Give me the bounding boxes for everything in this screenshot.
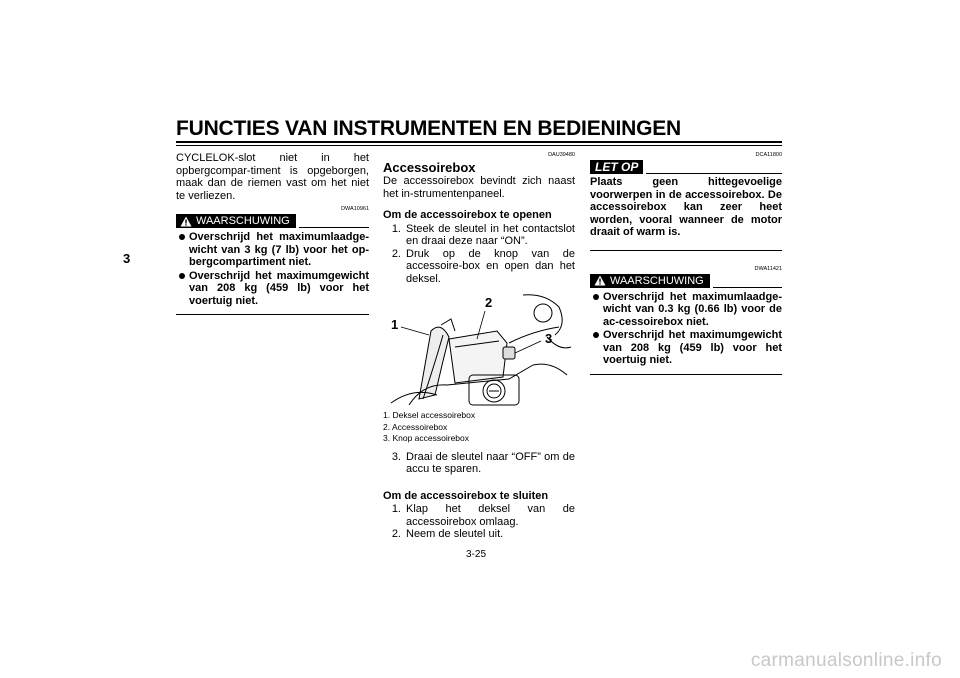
warning-list (590, 291, 782, 367)
step-number: 2. (391, 528, 401, 540)
section-code: DAU39480 (548, 152, 575, 158)
warning-rule (713, 287, 782, 288)
warning-header (590, 274, 782, 288)
caution-end-rule (590, 250, 782, 251)
step-text: Druk op de knop van de accessoire-box en open dan het deksel. (406, 247, 575, 285)
bullet-icon (179, 234, 185, 240)
title-rule-thin (176, 145, 782, 146)
accessory-box-illustration (383, 291, 575, 406)
bullet-icon (593, 294, 599, 300)
callout-3: 3 (545, 331, 553, 346)
warning-code: DWA10961 (341, 206, 369, 212)
warning-item (176, 270, 369, 308)
caution-code: DCA11800 (755, 152, 782, 158)
open-heading: Om de accessoirebox te openen (383, 209, 552, 221)
intro-paragraph: CYCLELOK-slot niet in het opbergcompar-timent is opgeborgen, maak dan de riemen vast om het niet te verliezen. (176, 152, 369, 202)
warning-code: DWA11421 (754, 265, 782, 272)
caution-header (590, 160, 782, 174)
step-number: 1. (391, 503, 401, 515)
column-middle (383, 152, 575, 541)
step-number: 1. (391, 222, 401, 235)
caution-text: Plaats geen hittegevoelige voorwerpen in de accessoirebox. De accessoirebox kan zeer heet worden, vooral wanneer de motor draait of warm is. (590, 176, 782, 238)
legend-item: 1. Deksel accessoirebox (383, 410, 476, 420)
accessory-box-drawing (383, 291, 575, 406)
figure-legend (383, 410, 575, 445)
warning-item (176, 231, 369, 269)
step-item (383, 223, 575, 248)
callout-2: 2 (485, 295, 493, 310)
step-text: Draai de sleutel naar “OFF” om de accu te sparen. (406, 450, 575, 475)
step-text: Klap het deksel van de accessoirebox omlaag. (406, 503, 575, 528)
column-right (590, 152, 782, 375)
step-item (383, 528, 575, 541)
step-item (383, 248, 575, 286)
caution-badge: LET OP (590, 160, 643, 174)
warning-triangle-icon (594, 275, 606, 286)
warning-item-text: Overschrijd het maximumgewicht van 208 kg (459 lb) voor het voertuig niet. (189, 269, 369, 307)
column-left (176, 152, 369, 315)
warning-item-text: Overschrijd het maximumlaadge-wicht van 3 kg (7 lb) voor het op-bergcompartiment niet. (189, 231, 369, 268)
close-heading: Om de accessoirebox te sluiten (383, 489, 549, 502)
warning-badge (590, 274, 710, 288)
step-number: 2. (391, 247, 401, 260)
warning-badge (176, 214, 296, 228)
warning-item-text: Overschrijd het maximumgewicht van 208 kg (459 lb) voor het voertuig niet. (603, 329, 782, 366)
warning-rule (299, 227, 369, 228)
open-steps (383, 223, 575, 286)
warning-item (590, 291, 782, 329)
callout-1: 1 (391, 317, 399, 332)
watermark: carmanualsonline.info (750, 650, 942, 671)
page-number: 3-25 (466, 549, 487, 560)
warning-list (176, 231, 369, 307)
title-rule (176, 141, 782, 143)
page-title: FUNCTIES VAN INSTRUMENTEN EN BEDIENINGEN (176, 117, 681, 140)
step-item (383, 451, 575, 476)
step-text: Steek de sleutel in het contactslot en draai deze naar “ON”. (406, 222, 575, 247)
step-item (383, 503, 575, 528)
caution-rule (646, 173, 782, 174)
open-steps-continued (383, 451, 575, 476)
warning-end-rule (590, 374, 782, 375)
step-text: Neem de sleutel uit. (406, 528, 504, 540)
legend-item: 3. Knop accessoirebox (383, 433, 469, 443)
close-steps (383, 503, 575, 541)
bullet-icon (179, 273, 185, 279)
section-intro: De accessoirebox bevindt zich naast het in-strumentenpaneel. (383, 175, 575, 200)
warning-label: WAARSCHUWING (196, 215, 290, 227)
warning-end-rule (176, 314, 369, 315)
legend-item: 2. Accessoirebox (383, 421, 448, 432)
warning-item-text: Overschrijd het maximumlaadge-wicht van 0.3 kg (0.66 lb) voor de ac-cessoirebox niet. (603, 290, 782, 328)
warning-triangle-icon (180, 216, 192, 227)
bullet-icon (593, 332, 599, 338)
chapter-tab: 3 (123, 251, 131, 266)
warning-item (590, 329, 782, 367)
step-number: 3. (391, 450, 401, 463)
warning-header (176, 214, 369, 228)
warning-label: WAARSCHUWING (610, 274, 704, 287)
section-title: Accessoirebox (383, 160, 476, 175)
